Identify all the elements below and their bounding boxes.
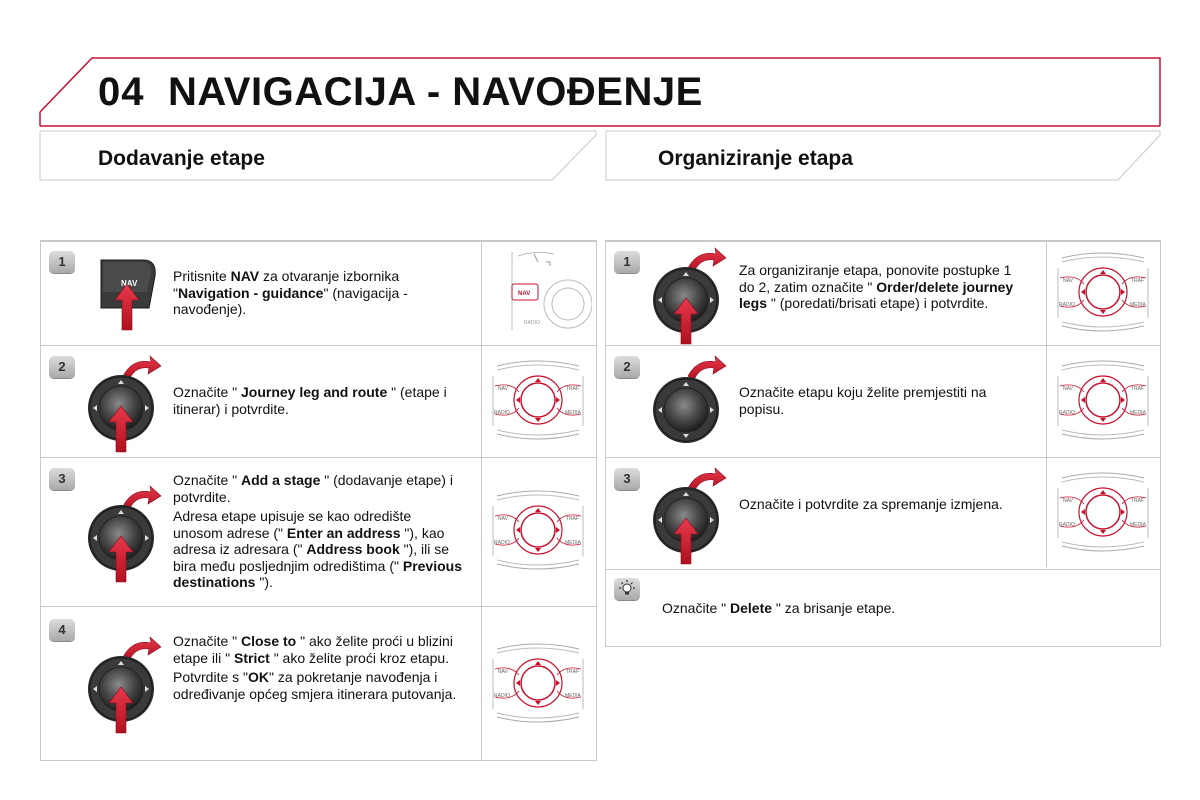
svg-text:MEDIA: MEDIA [1130, 302, 1146, 308]
left-step-1 [41, 241, 596, 345]
svg-text:NAV: NAV [498, 669, 508, 675]
step-badge: 1 [614, 251, 640, 273]
chapter-number: 04 [98, 70, 145, 114]
lightbulb-tip-icon [614, 578, 640, 600]
tip-text: Označite " Delete " za brisanje etape. [662, 600, 896, 616]
rotary-knob-rotate-press-icon [650, 462, 730, 568]
left-steps-panel [40, 240, 597, 761]
radio-panel-illustration [496, 246, 592, 338]
svg-text:RADIO: RADIO [494, 540, 510, 546]
svg-text:TRAF: TRAF [566, 516, 580, 522]
svg-text:NAV: NAV [498, 516, 508, 522]
svg-text:NAV: NAV [498, 386, 508, 392]
right-step-3-text: Označite i potvrdite za spremanje izmjena. [739, 496, 1003, 512]
left-step-2 [41, 345, 596, 457]
rotary-knob-rotate-icon [650, 350, 730, 456]
rotary-knob-press-icon [85, 350, 165, 456]
svg-text:MEDIA: MEDIA [1130, 410, 1146, 416]
step-badge: 3 [49, 468, 75, 490]
right-step-2 [606, 345, 1160, 457]
right-steps-panel [605, 240, 1161, 647]
right-tip [606, 569, 1160, 647]
svg-text:TRAF: TRAF [566, 669, 580, 675]
control-panel-illustration [1054, 248, 1154, 340]
control-panel-illustration [489, 356, 589, 448]
svg-text:RADIO: RADIO [524, 320, 540, 326]
right-step-3 [606, 457, 1160, 569]
control-panel-illustration [489, 486, 589, 578]
svg-text:RADIO: RADIO [1059, 302, 1075, 308]
nav-button-press-icon [97, 252, 161, 332]
svg-text:NAV: NAV [1063, 278, 1073, 284]
step-badge: 4 [49, 619, 75, 641]
right-step-1 [606, 241, 1160, 345]
svg-text:MEDIA: MEDIA [565, 540, 581, 546]
svg-text:TRAF: TRAF [1131, 278, 1145, 284]
step-badge: 1 [49, 251, 75, 273]
svg-text:NAV: NAV [518, 291, 531, 297]
svg-text:NAV: NAV [1063, 386, 1073, 392]
left-step-4 [41, 606, 596, 761]
control-panel-illustration [489, 639, 589, 731]
rotary-knob-rotate-press-icon [650, 242, 730, 348]
svg-text:RADIO: RADIO [494, 693, 510, 699]
step-2-text: Označite " Journey leg and route " (etape i itinerar) i potvrdite. [173, 384, 447, 417]
left-section-title: Dodavanje etape [98, 147, 265, 170]
svg-text:RADIO: RADIO [494, 410, 510, 416]
svg-text:TRAF: TRAF [1131, 386, 1145, 392]
right-step-2-text: Označite etapu koju želite premjestiti na popisu. [739, 384, 987, 417]
step-4-text: Označite " Close to " ako želite proći u blizini etape ili " Strict " ako želite proći kroz etapu. Potvrdite s "OK" za pokretanje navođenja i određivanje općeg smjera itinerara putovanja. [173, 633, 457, 702]
svg-text:MEDIA: MEDIA [565, 410, 581, 416]
control-panel-illustration [1054, 468, 1154, 560]
rotary-knob-press-icon [85, 480, 165, 586]
right-step-1-text: Za organiziranje etapa, ponovite postupke 1 do 2, zatim označite " Order/delete journey legs " (poredati/brisati etape) i potvrdite. [739, 262, 1014, 311]
svg-text:RADIO: RADIO [1059, 522, 1075, 528]
rotary-knob-press-icon [85, 631, 165, 737]
left-step-3 [41, 457, 596, 606]
nav-button-label: NAV [121, 279, 138, 288]
step-badge: 2 [49, 356, 75, 378]
step-badge: 2 [614, 356, 640, 378]
svg-text:MEDIA: MEDIA [565, 693, 581, 699]
step-1-text: Pritisnite NAV za otvaranje izbornika "Navigation - guidance" (navigacija - navođenje). [173, 268, 408, 317]
svg-text:MEDIA: MEDIA [1130, 522, 1146, 528]
svg-text:NAV: NAV [1063, 498, 1073, 504]
control-panel-illustration [1054, 356, 1154, 448]
step-3-text: Označite " Add a stage " (dodavanje etape) i potvrdite. Adresa etape upisuje se kao odredište unosom adrese (" Enter an address "), kao adresa iz adresara (" Address book "), ili se bira među posljednjim odredištima (" Previous destinations "). [173, 472, 462, 590]
chapter-title: NAVIGACIJA - NAVOĐENJE [168, 70, 703, 114]
step-badge: 3 [614, 468, 640, 490]
svg-text:TRAF: TRAF [566, 386, 580, 392]
svg-text:RADIO: RADIO [1059, 410, 1075, 416]
right-section-title: Organiziranje etapa [658, 147, 853, 170]
svg-text:TRAF: TRAF [1131, 498, 1145, 504]
